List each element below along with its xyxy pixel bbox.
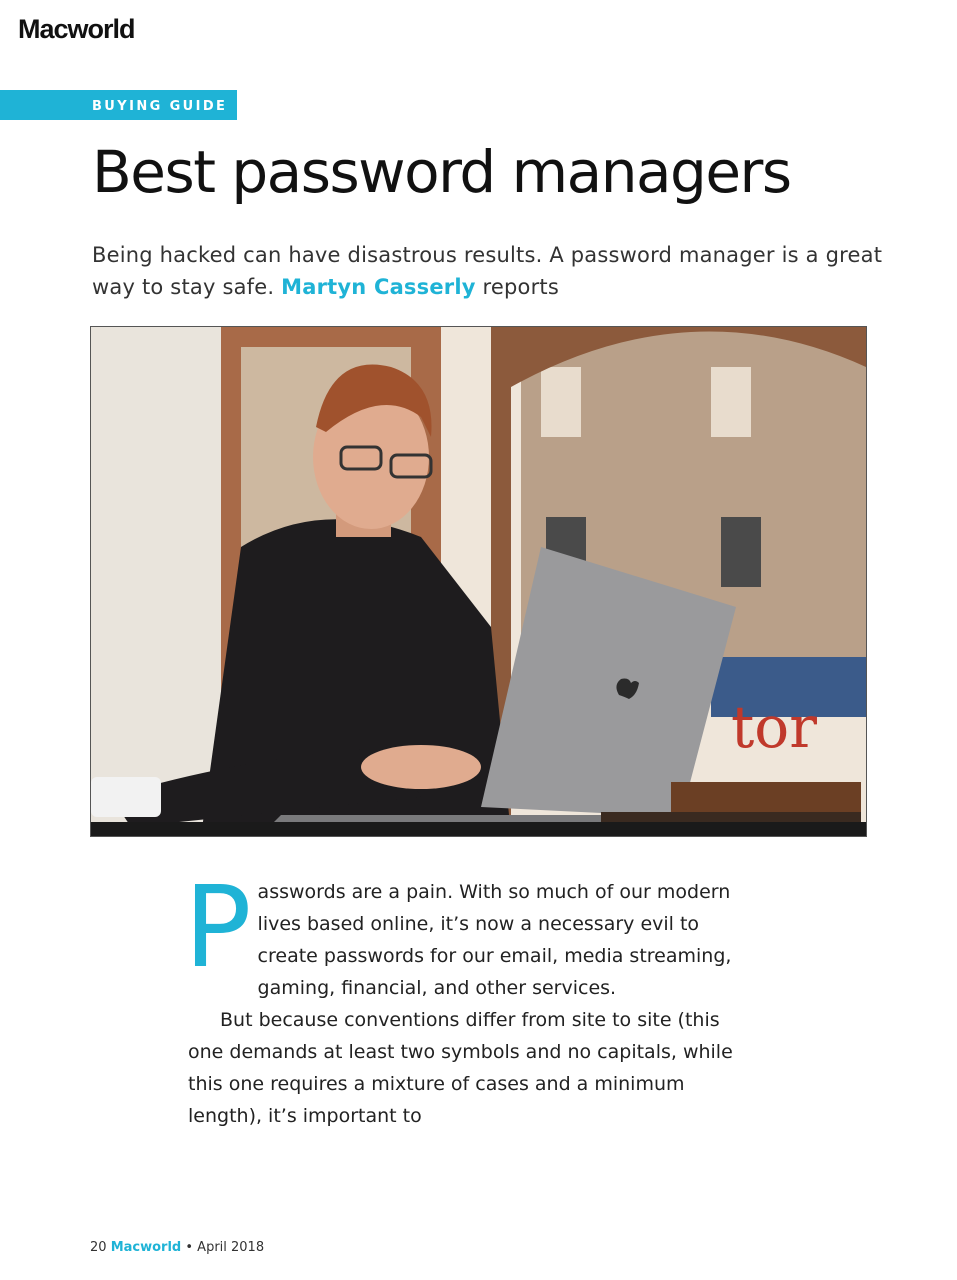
paragraph-2: But because conventions differ from site to site (this one demands at least two symbols and no capitals, while this one requires a mixture of cases and a minimum length), it’s important to: [188, 1009, 733, 1127]
article-body: [184, 863, 733, 1132]
standfirst-text: Being hacked can have disastrous results. A password manager is a great way to stay safe.: [92, 243, 883, 299]
drop-cap: P: [184, 863, 252, 993]
issue-date: April 2018: [197, 1240, 265, 1255]
paragraph-1: [184, 863, 733, 1004]
sign-text: tor: [731, 693, 817, 761]
paragraph-1-text: asswords are a pain. With so much of our modern lives based online, it’s now a necessary evil to create passwords for our email, media streaming, gaming, financial, and other services.: [257, 881, 732, 999]
headline: Best password managers: [92, 138, 791, 206]
author-name: Martyn Casserly: [281, 275, 476, 299]
masthead-logo: Macworld: [18, 14, 135, 44]
page-number: 20: [90, 1240, 107, 1255]
standfirst-suffix: reports: [482, 275, 559, 299]
page-footer: [90, 1240, 264, 1255]
footer-brand: Macworld: [110, 1240, 182, 1255]
man-with-laptop-photo: [90, 326, 867, 837]
section-label: BUYING GUIDE: [92, 99, 228, 114]
standfirst: [92, 239, 892, 303]
footer-separator: •: [185, 1240, 194, 1255]
